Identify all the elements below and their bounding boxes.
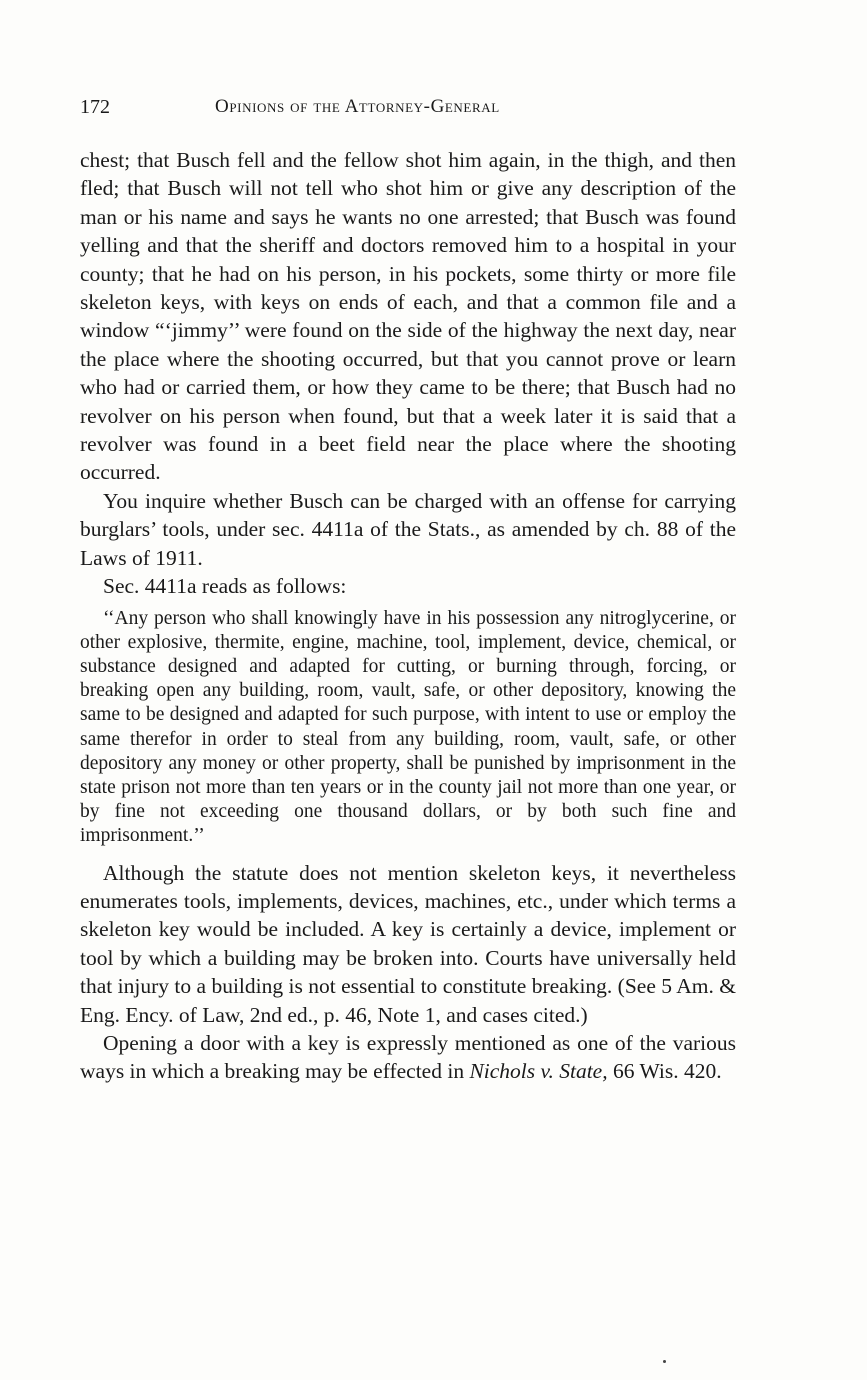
statute-quote: ‘‘Any person who shall knowingly have in his possession any nitroglycerine, or other explosive, thermite, engine, machine, tool, implement, device, chemical, or substance designed and adapted for cutting, or burning through, forcing, or breaking open any building, room, vault, safe, or other depository, knowing the same to be designed and adapted for such purpose, with intent to use or employ the same therefor in order to steal from any building, room, vault, safe, or other depository any money or other property, shall be punished by imprisonment in the state prison not more than ten years or in the county jail not more than one year, or by fine not exceeding one thousand dollars, or by both such fine and imprisonment.’’ [80, 607, 736, 847]
paragraph-citation [80, 1029, 736, 1086]
paragraph-inquiry: You inquire whether Busch can be charged with an offense for carrying burglars’ tools, under sec. 4411a of the Stats., as amended by ch. 88 of the Laws of 1911. [80, 488, 736, 570]
citation-lead-text: Opening a door with a key is expressly mentioned as one of the various ways in which a breaking may be effected in [80, 1030, 736, 1084]
scan-speck [663, 1360, 666, 1363]
running-head: Opinions of the Attorney-General [215, 96, 500, 117]
body-text [80, 146, 736, 1086]
paragraph-analysis: Although the statute does not mention skeleton keys, it nevertheless enumerates tools, implements, devices, machines, etc., under which terms a skeleton key would be included. A key is certainly a device, implement or tool by which a building may be broken into. Courts have universally held that injury to a building is not essential to constitute breaking. (See 5 Am. & Eng. Ency. of Law, 2nd ed., p. 46, Note 1, and cases cited.) [80, 860, 736, 1027]
citation-tail-text: 66 Wis. 420. [607, 1059, 722, 1084]
page-number: 172 [80, 96, 110, 118]
page-header [80, 96, 736, 124]
paragraph-statute-intro: Sec. 4411a reads as follows: [103, 574, 347, 599]
case-citation: Nichols v. State, [469, 1059, 608, 1084]
paragraph-continuation: chest; that Busch fell and the fellow shot him again, in the thigh, and then fled; that Busch will not tell who shot him or give any description of the man or his name and says he wants no one arrested; that Busch was found yelling and that the sheriff and doctors removed him to a hospital in your county; that he had on his person, in his pockets, some thirty or more file skeleton keys, with keys on ends of each, and that a common file and a window “‘jimmy’’ were found on the side of the highway the next day, near the place where the shooting occurred, but that you cannot prove or learn who had or carried them, or how they came to be there; that Busch had no revolver on his person when found, but that a week later it is said that a revolver was found in a beet field near the place where the shooting occurred. [80, 148, 736, 485]
